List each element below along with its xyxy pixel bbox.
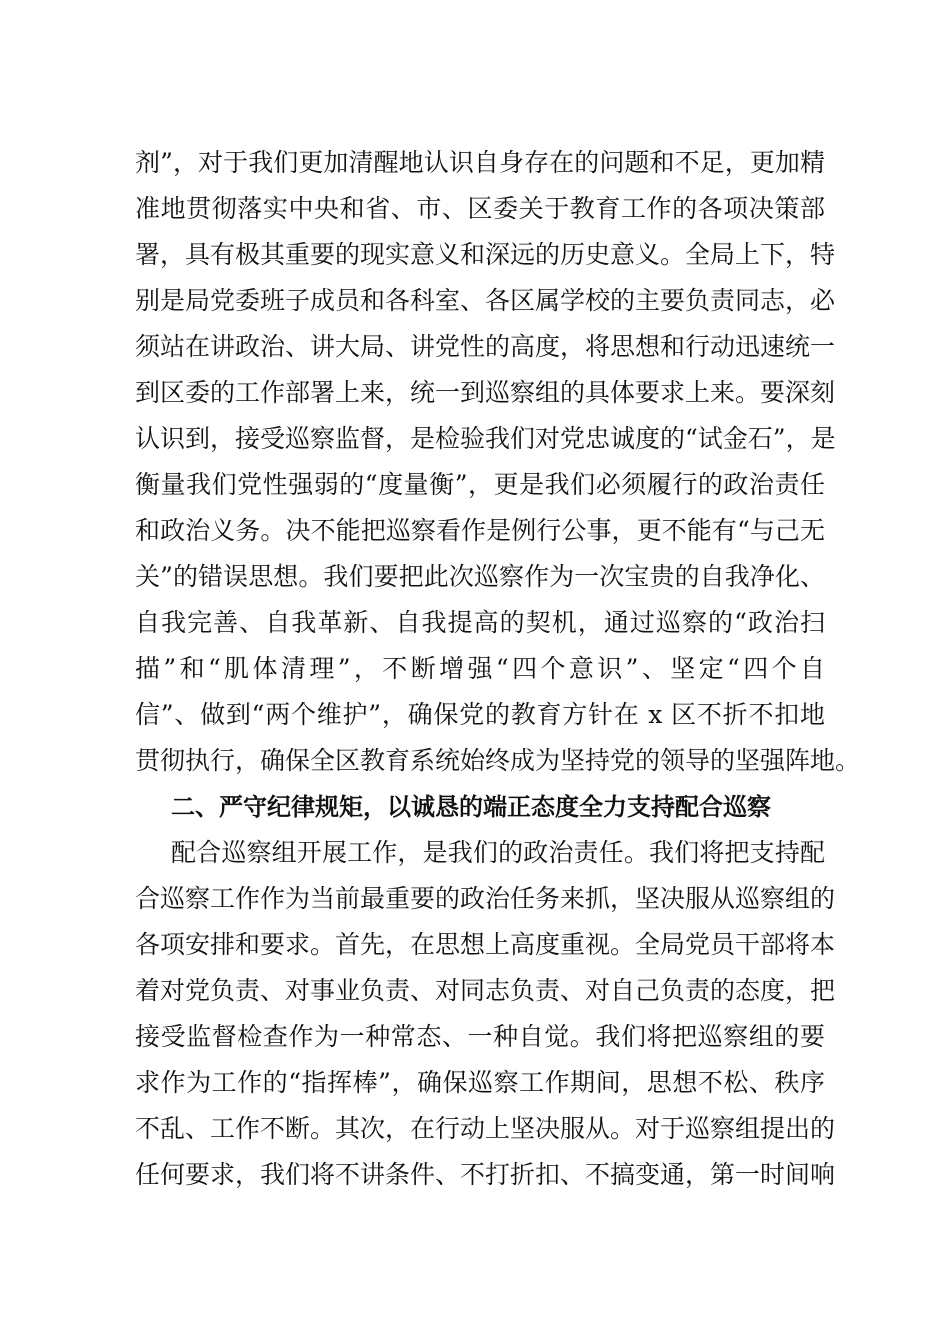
text-line: 合巡察工作作为当前最重要的政治任务来抓，坚决服从巡察组的 <box>135 884 836 913</box>
text-line: 衡量我们党性强弱的“度量衡”，更是我们必须履行的政治责任 <box>135 470 825 499</box>
paragraph-1 <box>135 140 861 784</box>
text-line: 不乱、工作不断。其次，在行动上坚决服从。对于巡察组提出的 <box>135 1114 836 1143</box>
text-line: 着对党负责、对事业负责、对同志负责、对自己负责的态度，把 <box>135 976 836 1005</box>
text-line: 求作为工作的“指挥棒”，确保巡察工作期间，思想不松、秩序 <box>135 1068 825 1097</box>
text-line: 接受监督检查作为一种常态、一种自觉。我们将把巡察组的要 <box>135 1022 825 1051</box>
text-line: 自我完善、自我革新、自我提高的契机，通过巡察的“政治扫 <box>135 608 825 637</box>
text-line: 和政治义务。决不能把巡察看作是例行公事，更不能有“与己无 <box>135 516 825 545</box>
text-line: 信”、做到“两个维护”，确保党的教育方针在 x 区不折不扣地 <box>135 700 825 729</box>
section-heading: 二、严守纪律规矩，以诚恳的端正态度全力支持配合巡察 <box>171 793 771 821</box>
text-line: 准地贯彻落实中央和省、市、区委关于教育工作的各项决策部 <box>135 194 825 223</box>
text-line: 认识到，接受巡察监督，是检验我们对党忠诚度的“试金石”，是 <box>135 424 836 453</box>
text-line: 配合巡察组开展工作，是我们的政治责任。我们将把支持配 <box>171 838 825 867</box>
text-line: 署，具有极其重要的现实意义和深远的历史意义。全局上下，特 <box>135 240 836 269</box>
text-line: 关”的错误思想。我们要把此次巡察作为一次宝贵的自我净化、 <box>135 562 825 591</box>
text-line: 各项安排和要求。首先，在思想上高度重视。全局党员干部将本 <box>135 930 836 959</box>
text-line: 别是局党委班子成员和各科室、各区属学校的主要负责同志，必 <box>135 286 836 315</box>
document-body <box>135 140 861 1198</box>
text-line: 描”和“肌体清理”，不断增强“四个意识”、坚定“四个自 <box>135 654 825 683</box>
paragraph-2 <box>135 830 836 1198</box>
text-line: 到区委的工作部署上来，统一到巡察组的具体要求上来。要深刻 <box>135 378 836 407</box>
text-line: 剂”，对于我们更加清醒地认识自身存在的问题和不足，更加精 <box>135 148 825 177</box>
text-line: 任何要求，我们将不讲条件、不打折扣、不搞变通，第一时间响 <box>135 1160 836 1189</box>
text-line: 须站在讲政治、讲大局、讲党性的高度，将思想和行动迅速统一 <box>135 332 836 361</box>
text-line: 贯彻执行，确保全区教育系统始终成为坚持党的领导的坚强阵地。 <box>135 746 861 775</box>
